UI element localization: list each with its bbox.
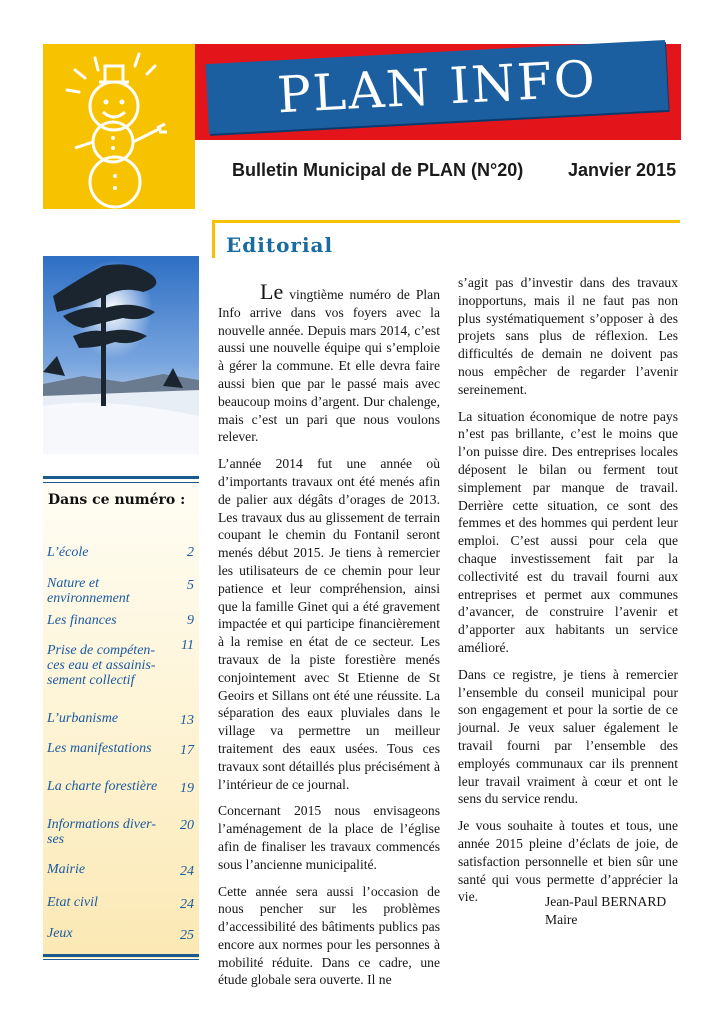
- article-column-1: [218, 279, 440, 998]
- article-paragraph: Dans ce registre, je tiens à remercier l’ensemble du conseil municipal pour son engagement et pour la sortie de ce journal. Je veux saluer également le travail fourni par l’ensemble des employés communaux car ils prennent leur travail vraiment à cœur et ont le sens du service rendu.: [458, 666, 678, 807]
- toc-item-page: 5: [187, 578, 194, 593]
- header-divider: [212, 220, 680, 223]
- toc-item-label[interactable]: La charte forestière: [47, 779, 158, 794]
- toc-item-label[interactable]: Etat civil: [47, 895, 98, 910]
- article-paragraph: Cette année sera aussi l’occasion de nous pencher sur les problèmes d’accessibilité des bâtiments publics pas encore aux normes pour les personnes à mobilité réduite. Dans ce cadre, une étude globale sera ouverte. Il ne: [218, 883, 440, 988]
- drop-cap: Le: [260, 279, 284, 304]
- winter-tree-photo: [43, 256, 199, 454]
- toc-bottom-rule: [43, 954, 199, 957]
- toc-item-page: 19: [180, 781, 194, 796]
- toc-item-page: 13: [180, 713, 194, 728]
- article-column-2: [458, 274, 678, 915]
- toc-item-label[interactable]: Prise de compéten-ces eau et assainis-sement collectif: [47, 643, 156, 688]
- article-paragraph: [218, 279, 440, 446]
- toc-item-page: 2: [187, 545, 194, 560]
- toc-item-label[interactable]: Les manifestations: [47, 741, 152, 756]
- toc-item-label[interactable]: L’école: [47, 545, 89, 560]
- article-paragraph: Je vous souhaite à toutes et tous, une année 2015 pleine d’éclats de joie, de satisfaction personnelle et bien sûr une santé qui vous permette d’apprécier la vie.: [458, 818, 678, 905]
- toc-bottom-rule-thin: [43, 959, 199, 960]
- toc-item-page: 11: [181, 638, 194, 653]
- toc-top-rule-thin: [43, 482, 199, 483]
- toc-item-page: 17: [180, 743, 194, 758]
- article-paragraph: L’année 2014 fut une année où d’importants travaux ont été menés afin de palier aux dégâts d’orages de 2013. Les travaux dus au glissement de terrain coupant le chemin du Fontanil seront menés début 2015. Je tiens à remercier les utilisateurs de ce chemin pour leur patience et leur compréhension, ainsi que la famille Ginet qui a été gravement impactée et qui participe financièrement à la remise en état de ce secteur. Les travaux de la piste forestière menés conjointement avec St Etienne de St Geoirs et Sillans ont été une réussite. La séparation des eaux pluviales dans le village va permettre un meilleur traitement des eaux usées. Tous ces travaux sont détaillés plus précisément à l’intérieur de ce journal.: [218, 456, 440, 792]
- signature-role: Maire: [545, 912, 578, 927]
- toc-top-rule: [43, 476, 199, 479]
- toc-item-label[interactable]: Nature et environnement: [47, 576, 130, 606]
- toc-item-page: 25: [180, 928, 194, 943]
- toc-item-page: 20: [180, 818, 194, 833]
- article-paragraph: Concernant 2015 nous envisageons l’aménagement de la place de l’église afin de finaliser les travaux commencés sous l’ancienne municipalité.: [218, 803, 440, 872]
- toc-item-label[interactable]: Informations diver-ses: [47, 817, 156, 847]
- signature-name: Jean-Paul BERNARD: [545, 894, 667, 909]
- toc-item-page: 24: [180, 864, 194, 879]
- heading-accent-bar: [212, 220, 215, 258]
- snowman-logo-icon: [43, 44, 195, 209]
- toc-item-label[interactable]: Les finances: [47, 613, 117, 628]
- toc-item-label[interactable]: Jeux: [47, 926, 73, 941]
- logo-panel: [43, 44, 195, 209]
- paragraph-text: vingtième numéro de Plan Info arrive dans vos foyers avec la nouvelle année. Depuis mars 2014, c’est aussi une nouvelle équipe qui s’emploie à gérer la commune. Et elle devra faire aussi bien que par le passé mais avec beaucoup moins d’argent. Dur chalenge, mais c’est un pari que nous voulons relever.: [218, 287, 440, 445]
- bulletin-subtitle: Bulletin Municipal de PLAN (N°20): [232, 160, 524, 180]
- article-paragraph: La situation économique de notre pays n’est pas brillante, c’est le moins que l’on puisse dire. Des entreprises locales déposent le bilan ou ferment tout simplement par manque de travail. Derrière cette situation, ce sont des femmes et des hommes qui perdent leur emploi. C’est aussi pour cela que chaque investissement fait par la collectivité est du travail fourni aux entreprises et permet aux communes d’avancer, de construire l’avenir et d’apporter aux habitants un service amélioré.: [458, 408, 678, 655]
- toc-item-label[interactable]: L’urbanisme: [47, 711, 119, 726]
- signature-block: [545, 893, 666, 929]
- toc-item-page: 9: [187, 613, 194, 628]
- newsletter-title: PLAN INFO: [275, 49, 599, 125]
- article-paragraph: s’agit pas d’investir dans des travaux inopportuns, mais il ne faut pas non plus systématiquement s’opposer à des projets sans plus de réflexion. Les difficultés de demain ne doivent pas nous empêcher de regarder l’avenir sereinement.: [458, 275, 678, 397]
- toc-item-label[interactable]: Mairie: [47, 862, 86, 877]
- toc-item-page: 24: [180, 897, 194, 912]
- toc-title: Dans ce numéro :: [48, 492, 186, 508]
- issue-date: Janvier 2015: [568, 160, 677, 180]
- section-heading: Editorial: [226, 233, 334, 257]
